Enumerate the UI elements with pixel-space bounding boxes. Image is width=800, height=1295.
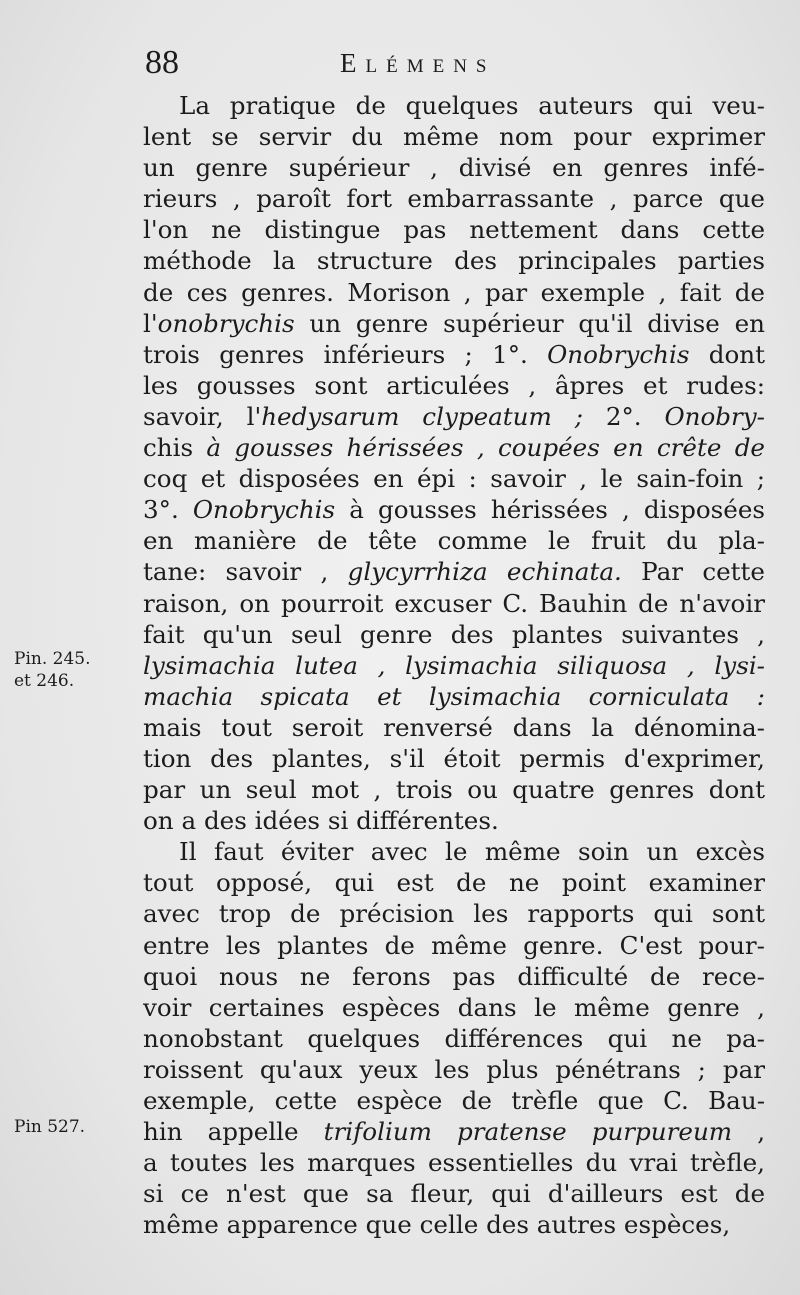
text-line [143, 712, 765, 743]
text-segment: fait qu'un seul genre des plantes suivantes , [143, 619, 765, 649]
margin-note-line: et 246. [14, 671, 75, 691]
text-segment: mais tout seroit renversé dans la dénomina- [143, 712, 765, 742]
text-line [143, 401, 765, 432]
text-segment: tane: savoir , [143, 557, 348, 587]
text-line [143, 370, 765, 401]
text-segment: entre les plantes de même genre. C'est pour- [143, 930, 765, 960]
running-head: Elémens [340, 48, 496, 78]
text-segment: dont [689, 339, 765, 369]
page-header [145, 44, 765, 84]
text-segment: tout opposé, qui est de ne point examiner [143, 868, 765, 898]
text-line [143, 432, 765, 463]
margin-note-pin-245 [14, 648, 142, 692]
text-line [143, 961, 765, 992]
text-segment: , [732, 1117, 765, 1147]
text-line [143, 898, 765, 929]
margin-note-pin-527 [14, 1116, 142, 1138]
text-line [143, 556, 765, 587]
text-line [143, 1085, 765, 1116]
text-line [143, 1023, 765, 1054]
text-segment: on a des idées si différentes. [143, 806, 499, 836]
text-line [143, 619, 765, 650]
italic-text: Onobrychis [547, 339, 690, 369]
text-segment: 3°. [143, 495, 193, 525]
text-line [143, 836, 765, 867]
text-segment: l' [143, 308, 158, 338]
text-line [143, 1209, 765, 1240]
text-line [143, 494, 765, 525]
text-segment: raison, on pourroit excuser C. Bauhin de n'avoir [143, 588, 765, 618]
text-segment: en manière de tête comme le fruit du pla- [143, 526, 765, 556]
text-segment: coq et disposées en épi : savoir , le sain-foin ; [143, 464, 765, 494]
text-segment: trois genres inférieurs ; 1°. [143, 339, 548, 369]
text-line [143, 339, 765, 370]
text-segment: un genre supérieur , divisé en genres infé- [143, 153, 765, 183]
text-line [143, 183, 765, 214]
text-line [143, 588, 765, 619]
text-segment: lent se servir du même nom pour exprimer [143, 122, 765, 152]
text-segment: si ce n'est que sa fleur, qui d'ailleurs est de [143, 1179, 765, 1209]
text-segment: voir certaines espèces dans le même genre , [143, 992, 765, 1022]
text-segment: Par cette [621, 557, 765, 587]
italic-text: Onobry- [664, 401, 765, 431]
text-segment: quoi nous ne ferons pas difficulté de rece- [143, 961, 765, 991]
text-line [143, 245, 765, 276]
text-segment: tion des plantes, s'il étoit permis d'exprimer, [143, 743, 765, 773]
text-line [143, 681, 765, 712]
text-segment: l'on ne distingue pas nettement dans cette [143, 215, 765, 245]
text-segment: avec trop de précision les rapports qui sont [143, 899, 765, 929]
body-text [143, 90, 765, 1240]
text-line [143, 650, 765, 681]
italic-text: à gousses hérissées , coupées en crête de [193, 433, 765, 463]
text-line [143, 867, 765, 898]
text-segment: méthode la structure des principales parties [143, 246, 765, 276]
text-segment: un genre supérieur qu'il divise en [294, 308, 765, 338]
text-segment: hin appelle [143, 1117, 324, 1147]
text-line [143, 90, 765, 121]
text-line [143, 152, 765, 183]
italic-text: lysimachia lutea , lysimachia siliquosa , lysi- [143, 650, 765, 680]
text-line [143, 743, 765, 774]
text-segment: les gousses sont articulées , âpres et rudes: [143, 370, 765, 400]
text-segment: par un seul mot , trois ou quatre genres dont [143, 775, 765, 805]
text-line [143, 214, 765, 245]
text-segment: La pratique de quelques auteurs qui veu- [179, 91, 765, 120]
text-line [143, 774, 765, 805]
text-line [143, 1178, 765, 1209]
text-segment: à gousses hérissées , disposées [335, 495, 765, 525]
text-line [143, 992, 765, 1023]
text-segment: a toutes les marques essentielles du vrai trèfle, [143, 1148, 765, 1178]
italic-text: Onobrychis [192, 495, 336, 525]
text-segment: Il faut éviter avec le même soin un excès [179, 837, 765, 867]
text-segment: chis [143, 433, 194, 463]
italic-text: onobrychis [157, 308, 295, 338]
italic-text: machia spicata et lysimachia corniculata : [143, 681, 765, 711]
text-line [143, 308, 765, 339]
text-line [143, 277, 765, 308]
text-segment: nonobstant quelques différences qui ne pa- [143, 1023, 765, 1053]
text-line [143, 525, 765, 556]
text-segment: 2°. [583, 401, 665, 431]
text-segment: savoir, l' [143, 401, 262, 431]
text-segment: rieurs , paroît fort embarrassante , parce que [143, 184, 765, 214]
text-line [143, 121, 765, 152]
text-line [143, 1147, 765, 1178]
text-line [143, 463, 765, 494]
italic-text: trifolium pratense purpureum [323, 1117, 733, 1147]
italic-text: glycyrrhiza echinata. [347, 557, 622, 587]
margin-note-line: Pin. 245. [14, 649, 91, 669]
text-segment: exemple, cette espèce de trèfle que C. Bau- [143, 1086, 765, 1115]
text-line [143, 805, 765, 836]
page-number: 88 [145, 44, 179, 81]
margin-note-line: Pin 527. [14, 1117, 86, 1137]
text-line [143, 1054, 765, 1085]
text-segment: de ces genres. Morison , par exemple , fait de [143, 277, 765, 307]
text-segment: roissent qu'aux yeux les plus pénétrans ; par [143, 1054, 765, 1084]
text-segment: même apparence que celle des autres espèces, [143, 1210, 731, 1240]
italic-text: hedysarum clypeatum ; [261, 401, 583, 431]
text-line [143, 1116, 765, 1147]
text-line [143, 930, 765, 961]
